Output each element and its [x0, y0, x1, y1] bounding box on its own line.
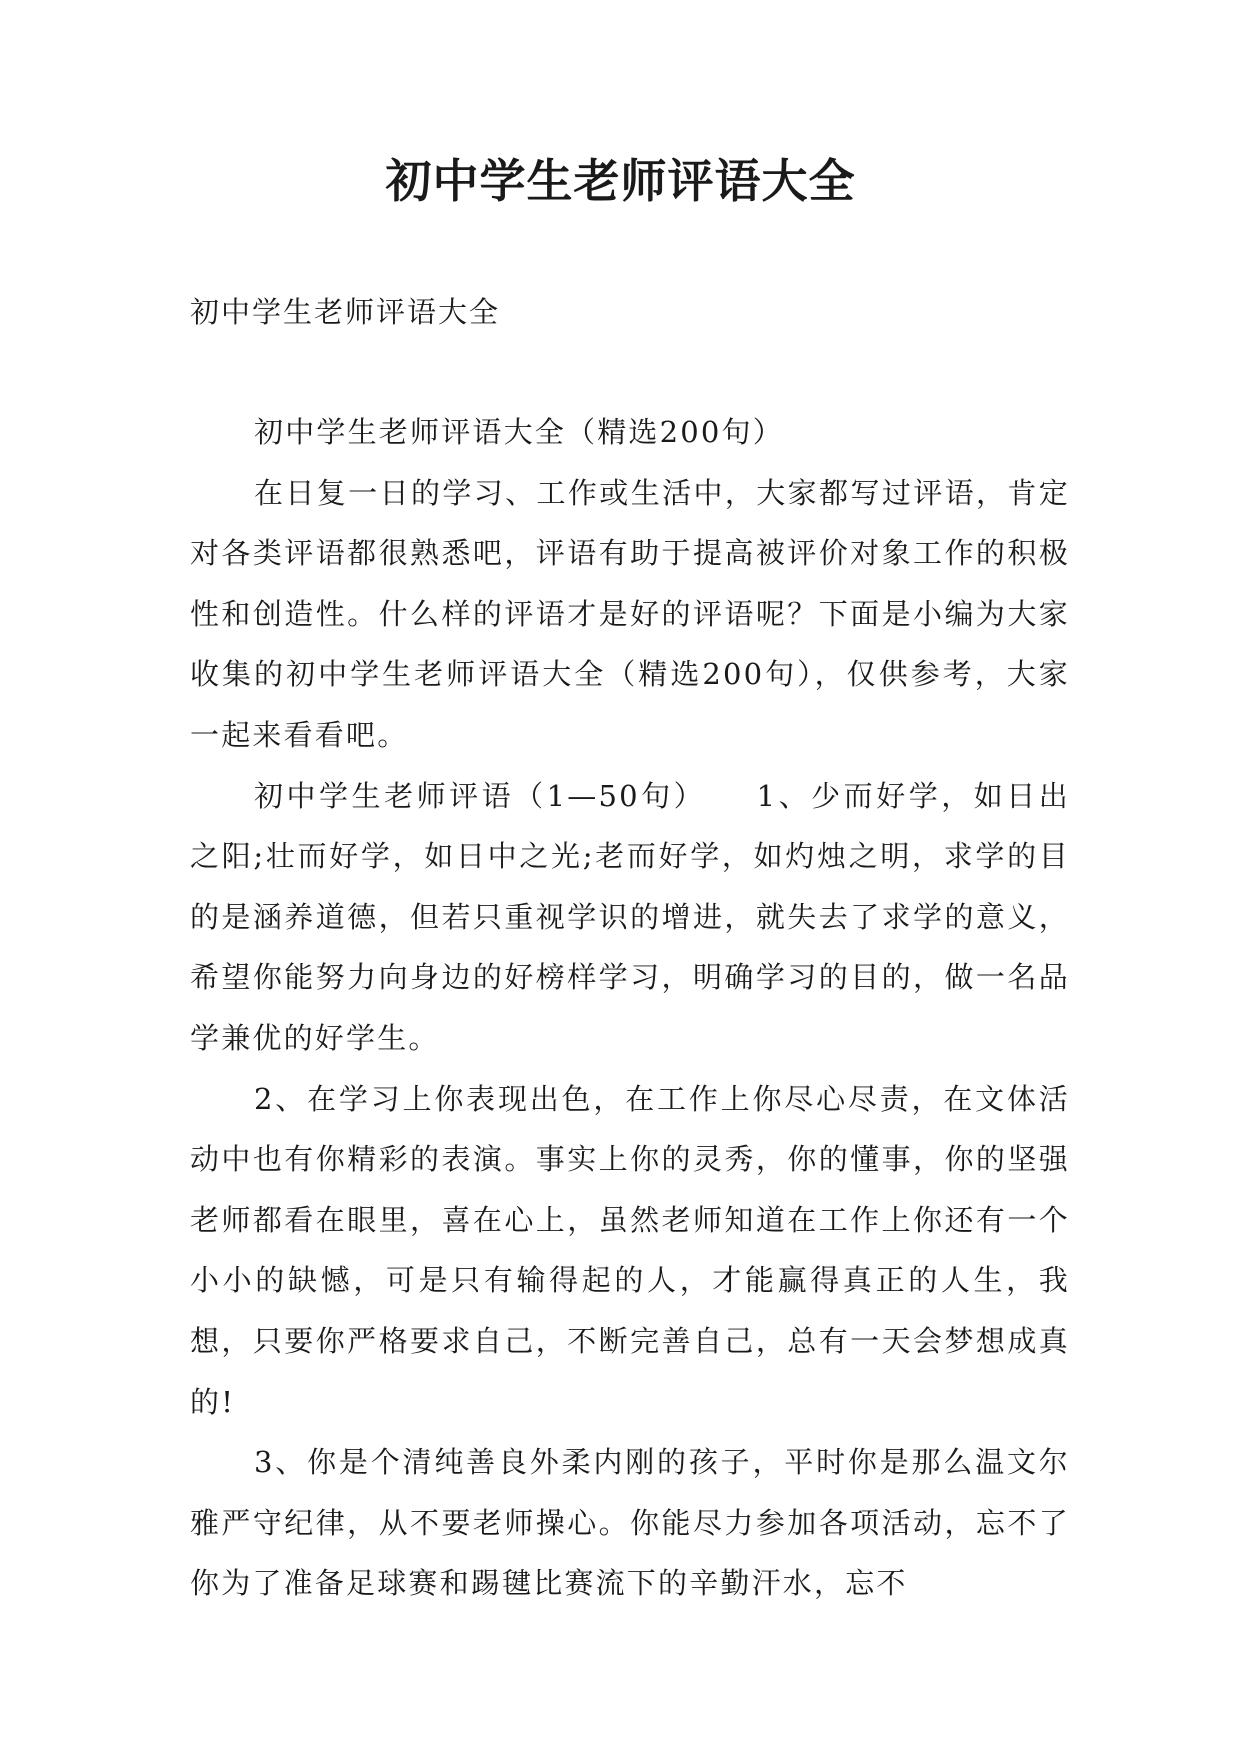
paragraph-intro: 在日复一日的学习、工作或生活中，大家都写过评语，肯定对各类评语都很熟悉吧，评语有助于提高被评价对象工作的积极性和创造性。什么样的评语才是好的评语呢？下面是小编为大家收集的初中学生老师评语大全（精选200句），仅供参考，大家一起来看看吧。 [190, 475, 1070, 752]
paragraph-comment-3: 3、你是个清纯善良外柔内刚的孩子，平时你是那么温文尔雅严守纪律，从不要老师操心。你能尽力参加各项活动，忘不了你为了准备足球赛和踢毽比赛流下的辛勤汗水，忘不 [190, 1445, 1070, 1601]
paragraph-heading: 初中学生老师评语大全（精选200句） [254, 415, 784, 449]
paragraph-comment-1: 初中学生老师评语（1—50句） 1、少而好学，如日出之阳;壮而好学，如日中之光;老而好学，如灼烛之明，求学的目的是涵养道德，但若只重视学识的增进，就失去了求学的意义，希望你能努力向身边的好榜样学习，明确学习的目的，做一名品学兼优的好学生。 [190, 778, 1070, 1055]
document-subtitle: 初中学生老师评语大全 [190, 295, 501, 329]
paragraph-comment-2: 2、在学习上你表现出色，在工作上你尽心尽责，在文体活动中也有你精彩的表演。事实上你的灵秀，你的懂事，你的坚强老师都看在眼里，喜在心上，虽然老师知道在工作上你还有一个小小的缺憾，可是只有输得起的人，才能赢得真正的人生，我想，只要你严格要求自己，不断完善自己，总有一天会梦想成真的! [190, 1081, 1070, 1419]
document-body [190, 402, 1070, 1614]
document-title: 初中学生老师评语大全 [385, 154, 856, 208]
